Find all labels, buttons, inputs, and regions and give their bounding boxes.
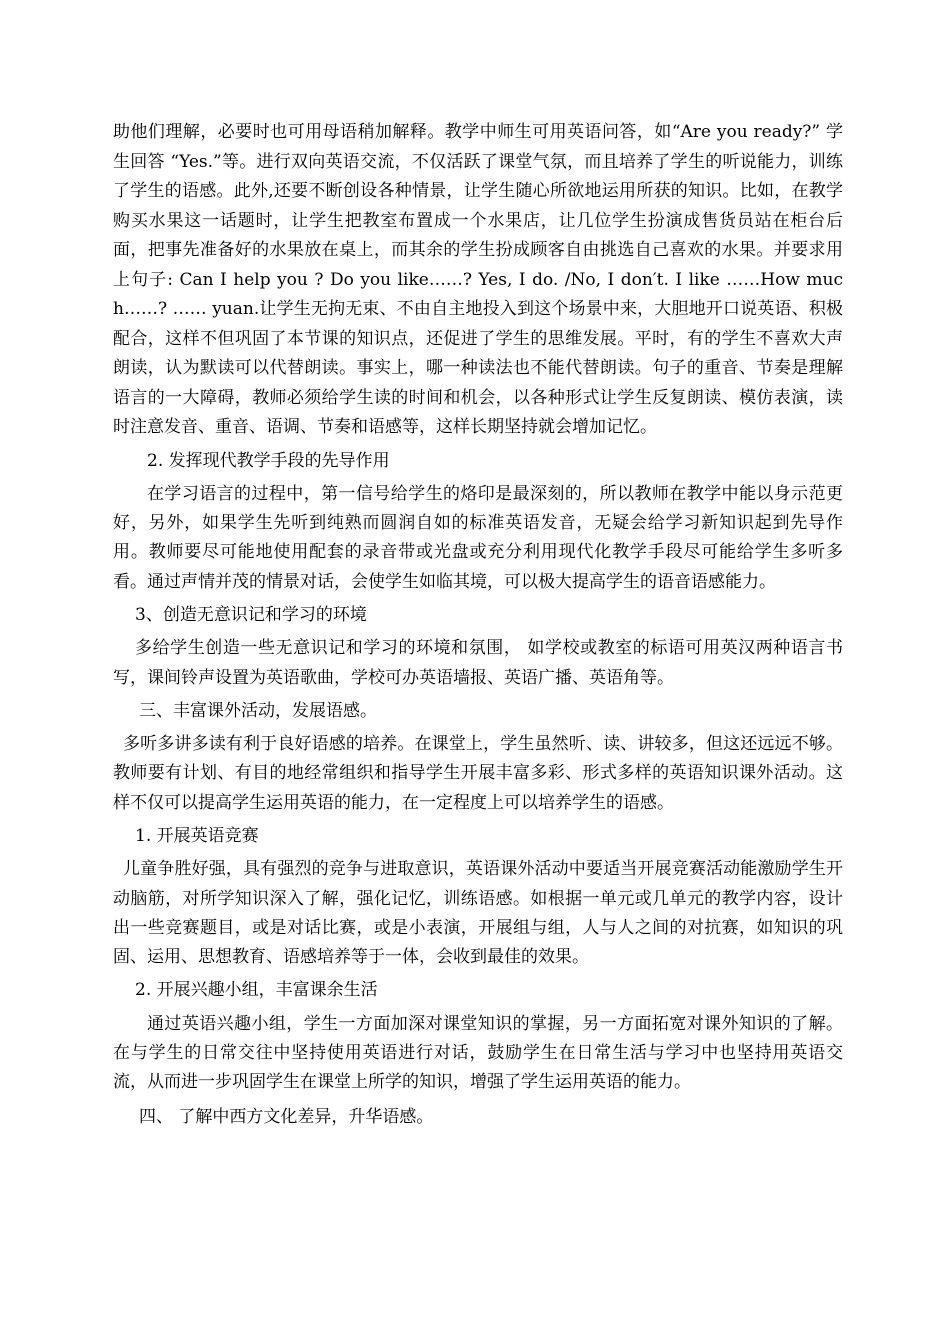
section-heading-1: 1. 开展英语竞赛: [135, 825, 259, 846]
document-body: [113, 118, 843, 1133]
section-heading-san: 三、丰富课外活动，发展语感。: [139, 700, 377, 721]
section-heading-si: 四、 了解中西方文化差异，升华语感。: [139, 1107, 434, 1128]
section-heading-2: 2. 发挥现代教学手段的先导作用: [147, 450, 390, 471]
section-heading-2b: 2. 开展兴趣小组，丰富课余生活: [135, 980, 378, 1001]
paragraph-6: 通过英语兴趣小组，学生一方面加深对课堂知识的掌握，另一方面拓宽对课外知识的了解。在与学生的日常交往中坚持使用英语进行对话，鼓励学生在日常生活与学习中也坚持用英语交流，从而进一步巩固学生在课堂上所学的知识，增强了学生运用英语的能力。: [113, 1013, 843, 1093]
paragraph-4: 多听多讲多读有利于良好语感的培养。在课堂上，学生虽然听、读、讲较多，但这还远远不够。教师要有计划、有目的地经常组织和指导学生开展丰富多彩、形式多样的英语知识课外活动。这样不仅可以提高学生运用英语的能力，在一定程度上可以培养学生的语感。: [113, 734, 843, 813]
paragraph-2: 在学习语言的过程中，第一信号给学生的烙印是最深刻的，所以教师在教学中能以身示范更好，另外，如果学生先听到纯熟而圆润自如的标准英语发音，无疑会给学习新知识起到先导作用。教师要尽可能地使用配套的录音带或光盘或充分利用现代化教学手段尽可能给学生多听多看。通过声情并茂的情景对话，会使学生如临其境，可以极大提高学生的语音语感能力。: [113, 484, 843, 592]
paragraph-1: 助他们理解，必要时也可用母语稍加解释。教学中师生可用英语问答，如“Are you ready?” 学生回答 “Yes.”等。进行双向英语交流，不仅活跃了课堂气氛，而且培养了学生的听说能力，训练了学生的语感。此外,还要不断创设各种情景，让学生随心所欲地运用所获的知识。比如，在教学购买水果这一话题时，让学生把教室布置成一个水果店，让几位学生扮演成售货员站在柜台后面，把事先准备好的水果放在桌上，而其余的学生扮成顾客自由挑选自己喜欢的水果。并要求用上句子: Can I help you ? Do you like……? Yes, I do. /No, I don′t. I like ……How much……? …… yuan.让学生无拘无束、不由自主地投入到这个场景中来，大胆地开口说英语、积极配合，这样不但巩固了本节课的知识点，还促进了学生的思维发展。平时，有的学生不喜欢大声朗读，认为默读可以代替朗读。事实上，哪一种读法也不能代替朗读。句子的重音、节奏是理解语言的一大障碍，教师必须给学生读的时间和机会，以各种形式让学生反复朗读、模仿表演，读时注意发音、重音、语调、节奏和语感等，这样长期坚持就会增加记忆。: [113, 122, 843, 437]
paragraph-3: 多给学生创造一些无意识记和学习的环境和氛围， 如学校或教室的标语可用英汉两种语言书写，课间铃声设置为英语歌曲，学校可办英语墙报、英语广播、英语角等。: [113, 638, 843, 688]
paragraph-5: 儿童争胜好强，具有强烈的竞争与进取意识，英语课外活动中要适当开展竞赛活动能激励学生开动脑筋，对所学知识深入了解，强化记忆，训练语感。如根据一单元或几单元的教学内容，设计出一些竞赛题目，或是对话比赛，或是小表演，开展组与组，人与人之间的对抗赛，如知识的巩固、运用、思想教育、语感培养等于一体，会收到最佳的效果。: [113, 859, 843, 967]
section-heading-3: 3、创造无意识记和学习的环境: [135, 604, 367, 625]
